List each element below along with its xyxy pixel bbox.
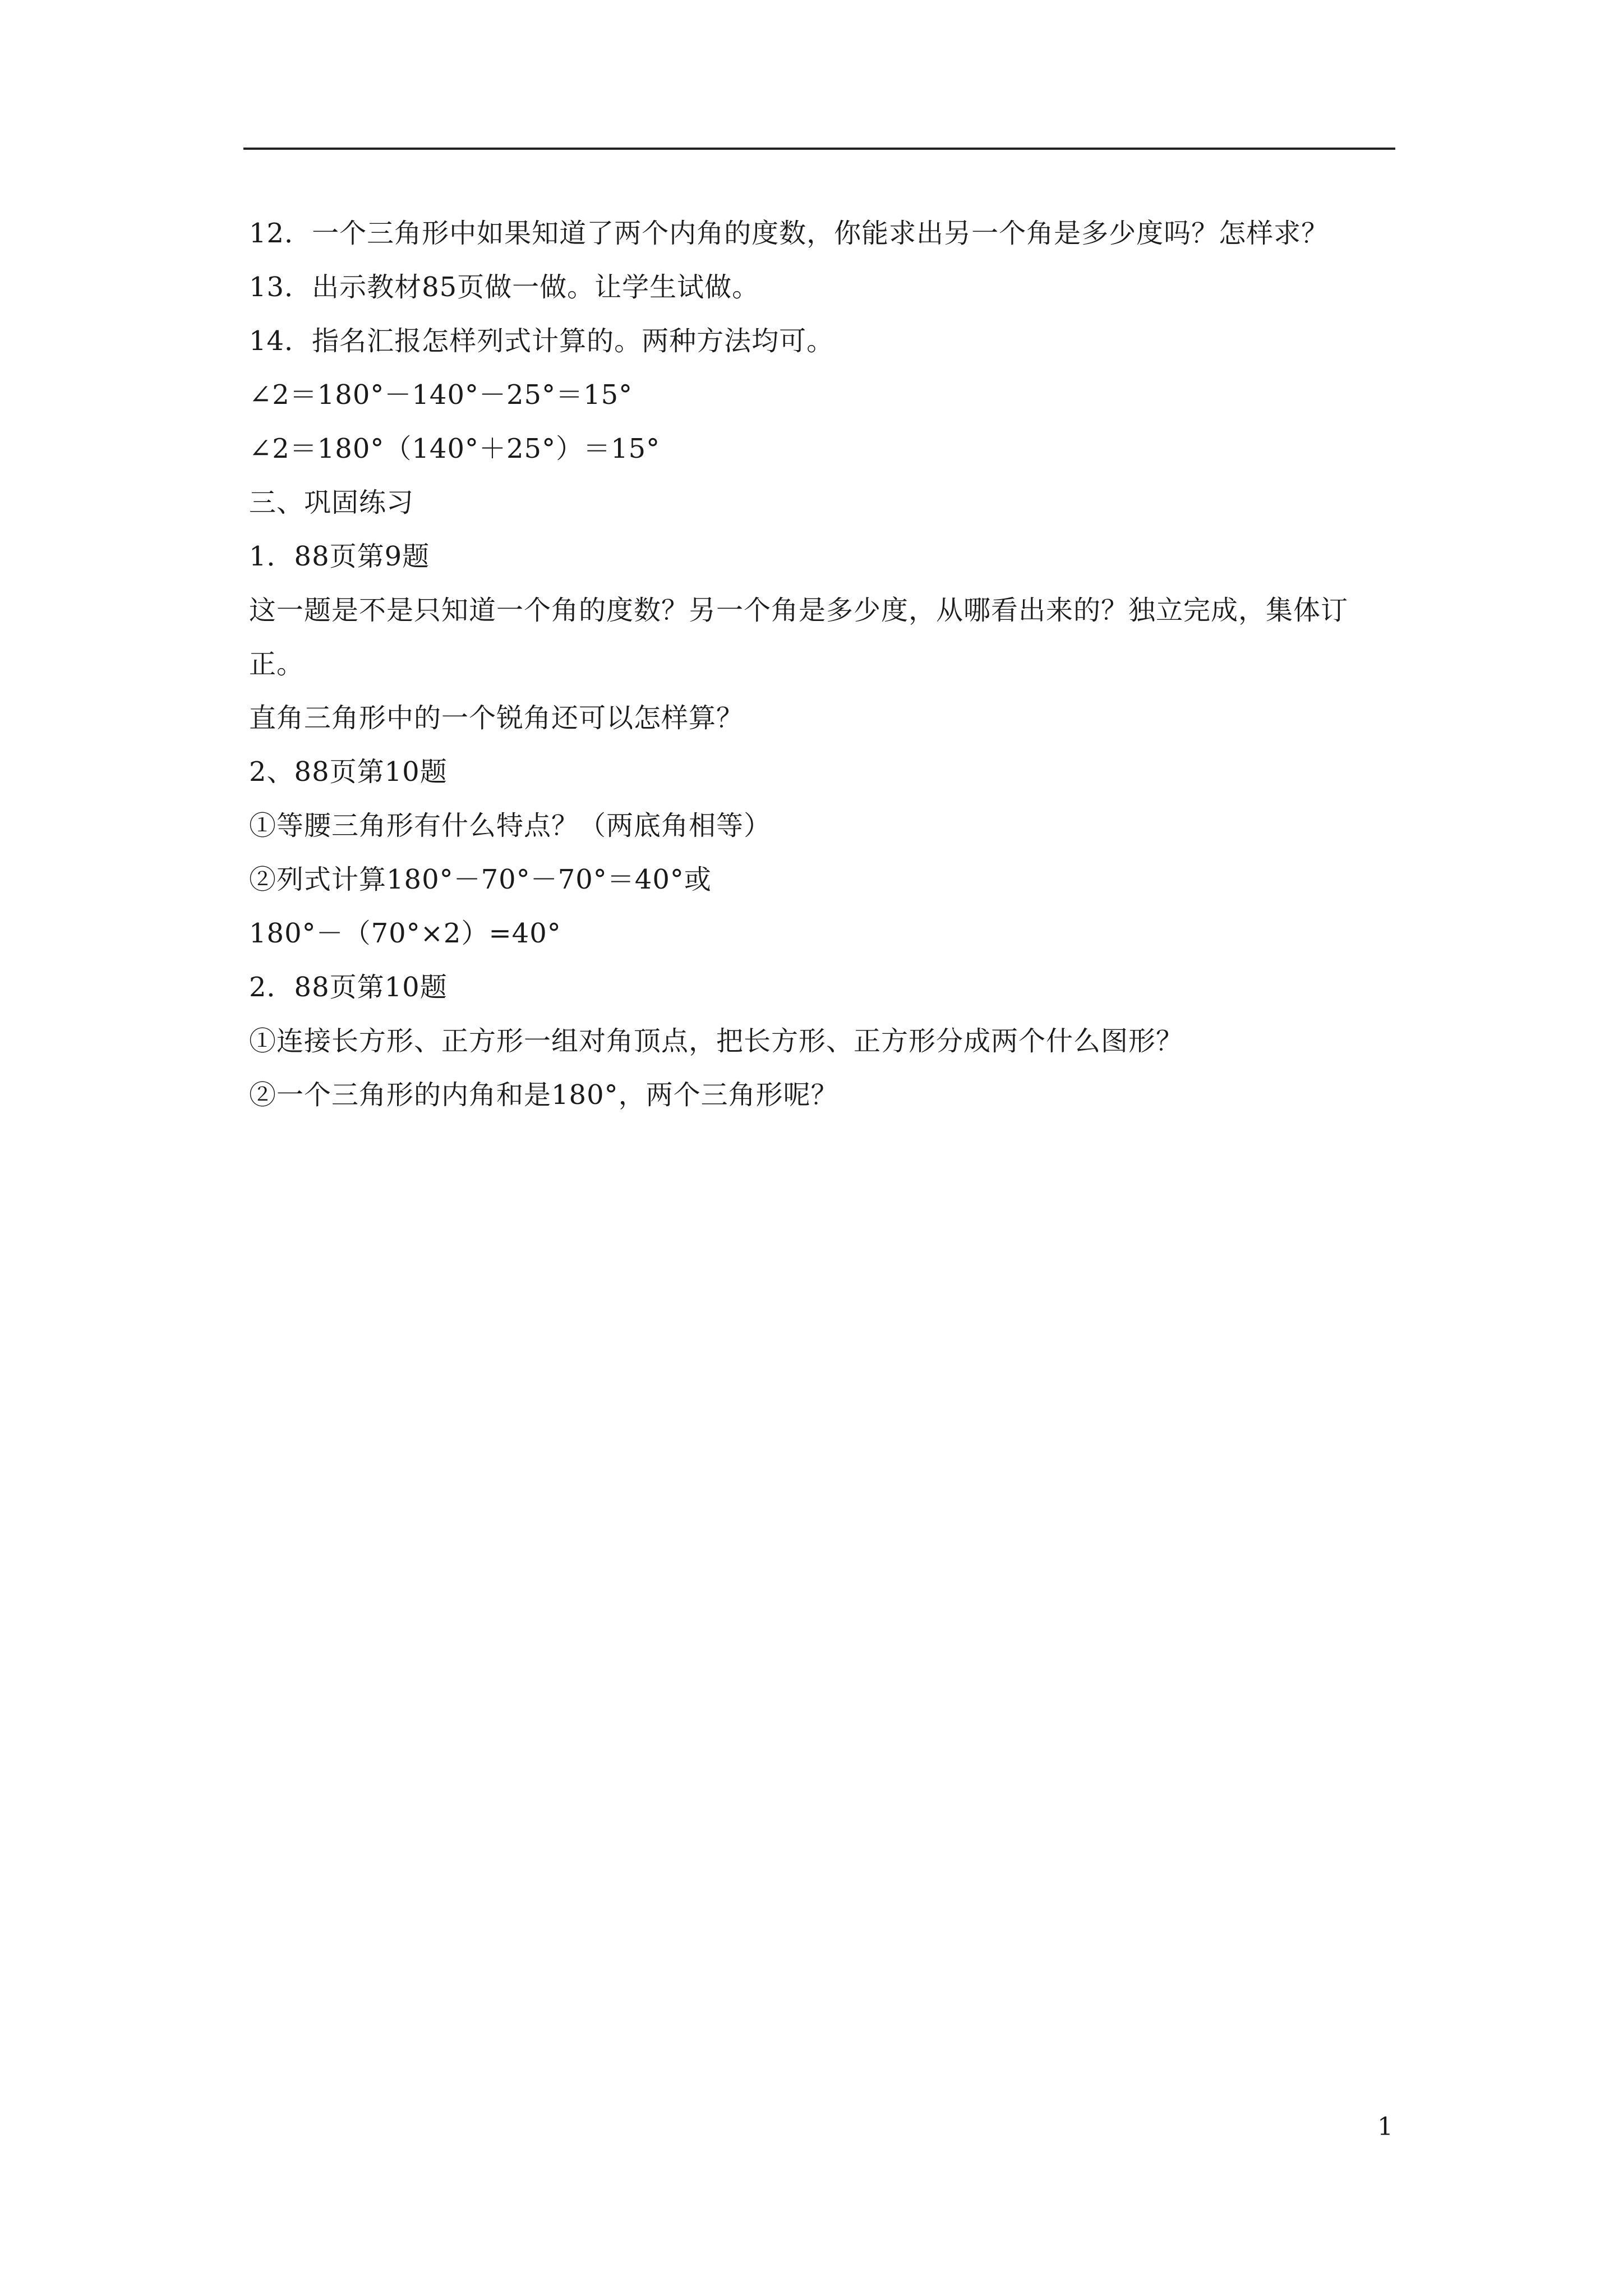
exercise-1-title: 1．88页第9题: [249, 541, 430, 572]
exercise-2-equation: 180°－（70°×2）=40°: [249, 918, 561, 949]
exercise-3-item-2: ②一个三角形的内角和是180°，两个三角形呢？: [249, 1079, 838, 1111]
exercise-1-question: 这一题是不是只知道一个角的度数？另一个角是多少度，从哪看出来的？独立完成，集体订正。: [249, 595, 1349, 680]
equation-1: ∠2＝180°－140°－25°＝15°: [249, 379, 633, 411]
header-rule: [243, 148, 1395, 150]
page-number: 1: [1377, 2113, 1393, 2141]
exercise-3-item-1: ①连接长方形、正方形一组对角顶点，把长方形、正方形分成两个什么图形？: [249, 1025, 1184, 1057]
document-body: [249, 206, 1393, 1122]
exercise-2-title: 2、88页第10题: [249, 756, 448, 788]
exercise-1-followup: 直角三角形中的一个锐角还可以怎样算？: [249, 702, 744, 734]
exercise-3-title: 2．88页第10题: [249, 972, 448, 1003]
equation-2: ∠2＝180°（140°＋25°）＝15°: [249, 433, 661, 464]
exercise-2-item-1: ①等腰三角形有什么特点？（两底角相等）: [249, 810, 772, 841]
section-heading: 三、巩固练习: [249, 487, 414, 518]
exercise-2-item-2: ②列式计算180°－70°－70°＝40°或: [249, 864, 712, 895]
paragraph-12: 12．一个三角形中如果知道了两个内角的度数，你能求出另一个角是多少度吗？怎样求？: [249, 218, 1329, 249]
paragraph-13: 13．出示教材85页做一做。让学生试做。: [249, 272, 760, 303]
paragraph-14: 14．指名汇报怎样列式计算的。两种方法均可。: [249, 325, 834, 357]
